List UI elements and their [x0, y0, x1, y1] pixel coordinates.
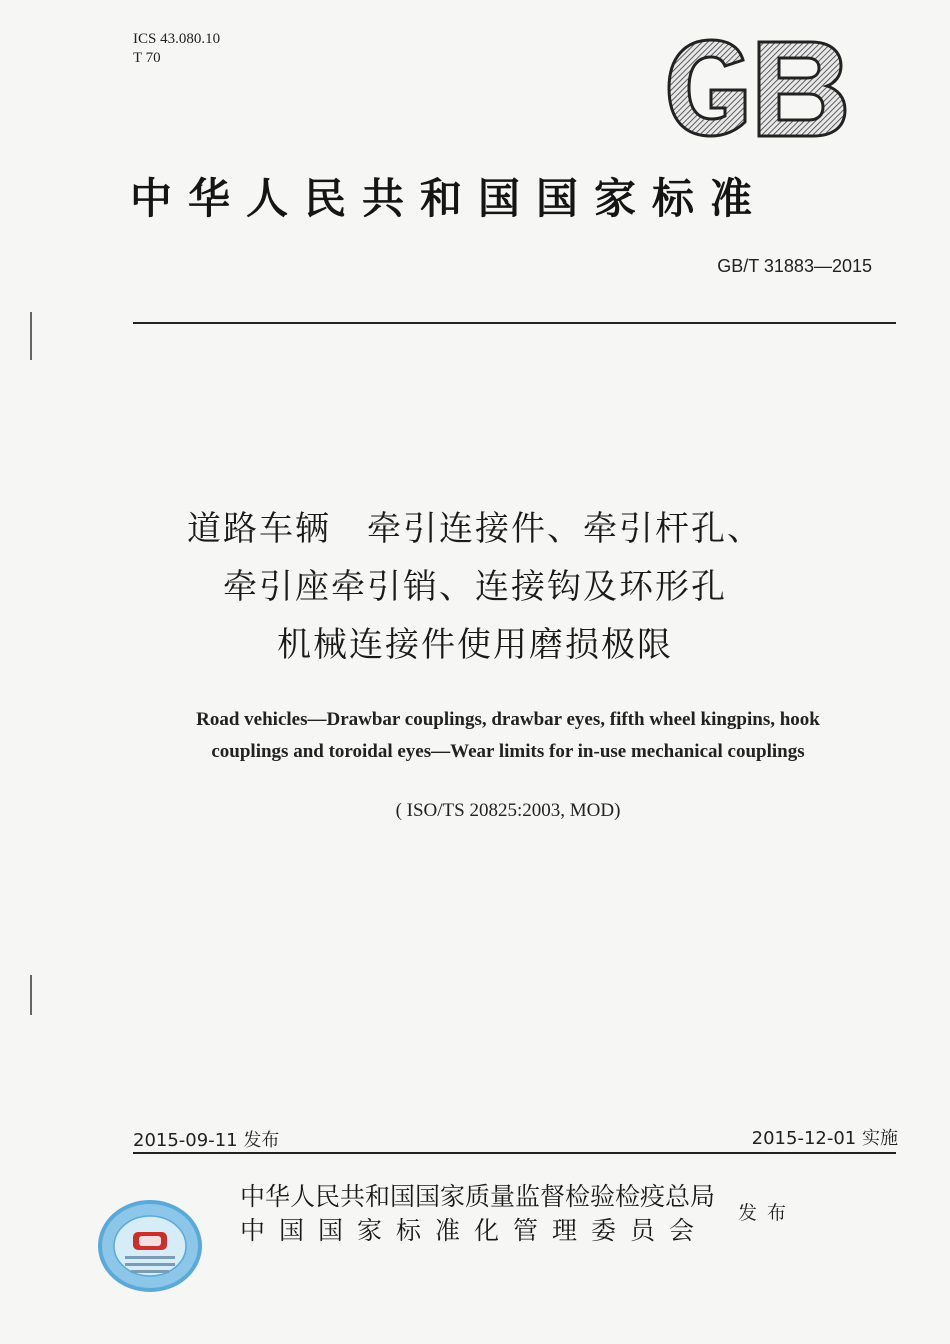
top-divider — [133, 322, 896, 324]
bottom-divider — [133, 1152, 896, 1154]
iso-reference: ( ISO/TS 20825:2003, MOD) — [395, 800, 621, 821]
english-document-title — [0, 704, 950, 768]
chinese-document-title — [0, 500, 950, 674]
category-code: T 70 — [133, 50, 161, 66]
scan-edge-mark — [30, 312, 32, 360]
english-title-line: couplings and toroidal eyes—Wear limits for in-use mechanical couplings — [211, 741, 805, 762]
scan-edge-mark — [30, 975, 32, 1015]
chinese-title-line: 道路车辆 牵引连接件、牵引杆孔、 — [187, 509, 763, 549]
publish-label: 发布 — [738, 1202, 797, 1224]
standard-type-title: 中华人民共和国国家标准 — [130, 174, 769, 223]
issuer-line: 中国国家标准化管理委员会 — [240, 1216, 709, 1245]
chinese-title-line: 机械连接件使用磨损极限 — [277, 625, 673, 665]
ics-code-block — [133, 30, 220, 68]
ics-code: ICS 43.080.10 — [133, 31, 221, 47]
chinese-title-line: 牵引座牵引销、连接钩及环形孔 — [223, 567, 727, 607]
gb-logo-icon — [655, 32, 855, 144]
issuer-line: 中华人民共和国国家质量监督检验检疫总局 — [240, 1182, 716, 1211]
anti-counterfeit-seal-icon — [95, 1198, 205, 1294]
implementation-date: 2015-12-01 实施 — [751, 1128, 898, 1149]
issue-date: 2015-09-11 发布 — [133, 1130, 280, 1151]
standard-code: GB/T 31883—2015 — [717, 256, 872, 276]
issuing-authorities — [240, 1180, 715, 1248]
english-title-line: Road vehicles—Drawbar couplings, drawbar eyes, fifth wheel kingpins, hook — [196, 709, 820, 730]
